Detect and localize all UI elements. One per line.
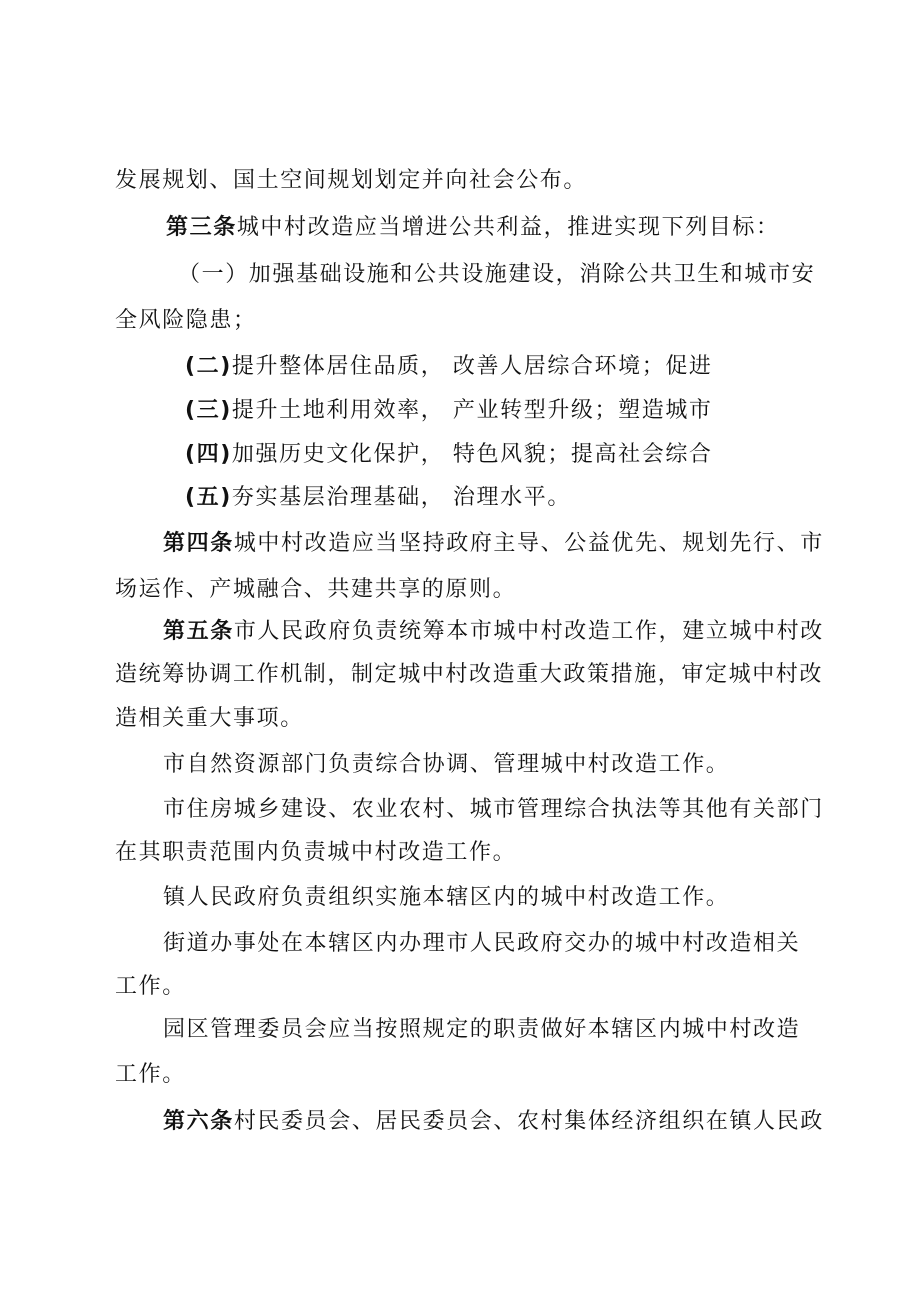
paragraph-text: 镇人民政府负责组织实施本辖区内的城中村改造工作。 xyxy=(163,885,730,910)
article-heading: 第四条 xyxy=(163,531,234,556)
paragraph-text: 园区管理委员会应当按照规定的职责做好本辖区内城中村改造 xyxy=(163,1017,801,1042)
article-text: 造相关重大事项。 xyxy=(115,706,304,731)
list-item-number: (五) xyxy=(185,485,232,510)
list-item-number: (三) xyxy=(185,398,232,423)
paragraph-text: 工作。 xyxy=(115,974,186,999)
article-text: 市人民政府负责统筹本市城中村改造工作，建立城中村改 xyxy=(233,619,824,644)
article-4-continuation xyxy=(115,575,516,605)
list-item-text: （一）加强基础设施和公共设施建设，消除公共卫生和城市安 xyxy=(178,262,816,287)
list-item-1-continuation xyxy=(115,306,257,336)
article-text: 城中村改造应当坚持政府主导、公益优先、规划先行、市 xyxy=(233,531,824,556)
list-item-3 xyxy=(185,396,713,426)
article-text: 城中村改造应当增进公共利益，推进实现下列目标： xyxy=(236,215,780,240)
paragraph-line xyxy=(163,795,824,825)
article-heading: 第六条 xyxy=(163,1109,234,1134)
list-item-number: (二) xyxy=(185,354,232,379)
list-item-2 xyxy=(185,352,713,382)
list-item-5 xyxy=(185,483,571,513)
paragraph-text: 市自然资源部门负责综合协调、管理城中村改造工作。 xyxy=(163,752,730,777)
article-5-continuation xyxy=(115,704,304,734)
list-item-text: 全风险隐患； xyxy=(115,308,257,333)
paragraph-line xyxy=(163,1015,800,1045)
paragraph-line xyxy=(115,1060,186,1090)
paragraph-text: 在其职责范围内负责城中村改造工作。 xyxy=(115,840,517,865)
paragraph-text: 街道办事处在本辖区内办理市人民政府交办的城中村改造相关 xyxy=(163,931,801,956)
list-item-text: 提升整体居住品质， 改善人居综合环境；促进 xyxy=(231,354,713,379)
list-item-text: 夯实基层治理基础， 治理水平。 xyxy=(231,485,571,510)
paragraph-text: 市住房城乡建设、农业农村、城市管理综合执法等其他有关部门 xyxy=(163,797,824,822)
article-4 xyxy=(163,529,824,559)
paragraph-line xyxy=(115,838,516,868)
paragraph-text: 工作。 xyxy=(115,1062,186,1087)
article-5-continuation xyxy=(115,660,823,690)
paragraph-text: 发展规划、国土空间规划划定并向社会公布。 xyxy=(115,168,588,193)
article-text: 造统筹协调工作机制，制定城中村改造重大政策措施，审定城中村改 xyxy=(115,662,824,687)
article-heading: 第五条 xyxy=(163,619,234,644)
list-item-text: 提升土地利用效率， 产业转型升级；塑造城市 xyxy=(231,398,713,423)
paragraph-line xyxy=(115,166,587,196)
paragraph-line xyxy=(115,972,186,1002)
article-3 xyxy=(166,213,780,243)
paragraph-line xyxy=(163,929,800,959)
article-heading: 第三条 xyxy=(166,215,237,240)
list-item-1 xyxy=(178,260,815,290)
list-item-number: (四) xyxy=(185,442,232,467)
paragraph-line xyxy=(163,750,729,780)
article-5 xyxy=(163,617,824,647)
article-text: 村民委员会、居民委员会、农村集体经济组织在镇人民政 xyxy=(233,1109,824,1134)
list-item-text: 加强历史文化保护， 特色风貌；提高社会综合 xyxy=(231,442,713,467)
article-text: 场运作、产城融合、共建共享的原则。 xyxy=(115,577,517,602)
paragraph-line xyxy=(163,883,729,913)
article-6 xyxy=(163,1107,824,1137)
list-item-4 xyxy=(185,440,713,470)
